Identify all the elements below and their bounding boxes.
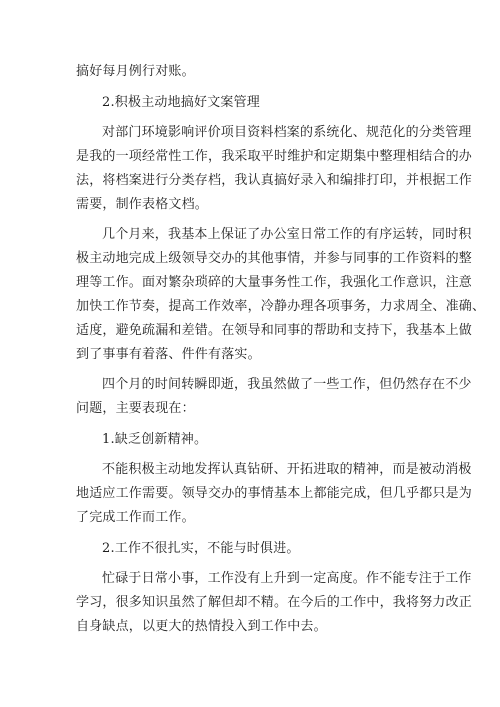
text-line: 忙碌于日常小事，工作没有上升到一定高度。作不能专注于工作 bbox=[102, 571, 472, 586]
text-line: 需要，制作表格文档。 bbox=[76, 197, 209, 212]
text-line: 到了事事有着落、件件有落实。 bbox=[76, 347, 261, 362]
text-line: 不能积极主动地发挥认真钻研、开拓进取的精神，而是被动消极 bbox=[102, 462, 472, 477]
text-line: 加快工作节奏，提高工作效率，冷静办理各项事务，力求周全、准确、 bbox=[76, 299, 486, 314]
text-line: 理等工作。面对繁杂琐碎的大量事务性工作，我强化工作意识，注意 bbox=[76, 275, 473, 290]
text-line: 搞好每月例行对账。 bbox=[76, 64, 195, 79]
text-line: 四个月的时间转瞬即逝，我虽然做了一些工作，但仍然存在不少 bbox=[102, 377, 472, 392]
text-line: 是我的一项经常性工作，我采取平时维护和定期集中整理相结合的办 bbox=[76, 149, 473, 164]
text-line: 法，将档案进行分类存档，我认真搞好录入和编排打印，并根据工作 bbox=[76, 173, 473, 188]
text-line: 极主动地完成上级领导交办的其他事情，并参与同事的工作资料的整 bbox=[76, 251, 473, 266]
section-heading: 2.工作不很扎实，不能与时俱进。 bbox=[102, 541, 300, 556]
section-heading: 1.缺乏创新精神。 bbox=[102, 432, 208, 447]
text-line: 几个月来，我基本上保证了办公室日常工作的有序运转，同时积 bbox=[102, 227, 472, 242]
text-line: 适度，避免疏漏和差错。在领导和同事的帮助和支持下，我基本上做 bbox=[76, 323, 473, 338]
text-line: 学习，很多知识虽然了解但却不精。在今后的工作中，我将努力改正 bbox=[76, 595, 473, 610]
text-line: 自身缺点，以更大的热情投入到工作中去。 bbox=[76, 619, 327, 634]
text-line: 问题，主要表现在： bbox=[76, 401, 195, 416]
text-line: 对部门环境影响评价项目资料档案的系统化、规范化的分类管理 bbox=[102, 125, 472, 140]
text-line: 地适应工作需要。领导交办的事情基本上都能完成，但几乎都只是为 bbox=[76, 486, 473, 501]
text-line: 了完成工作而工作。 bbox=[76, 510, 195, 525]
section-heading: 2.积极主动地搞好文案管理 bbox=[102, 95, 261, 110]
